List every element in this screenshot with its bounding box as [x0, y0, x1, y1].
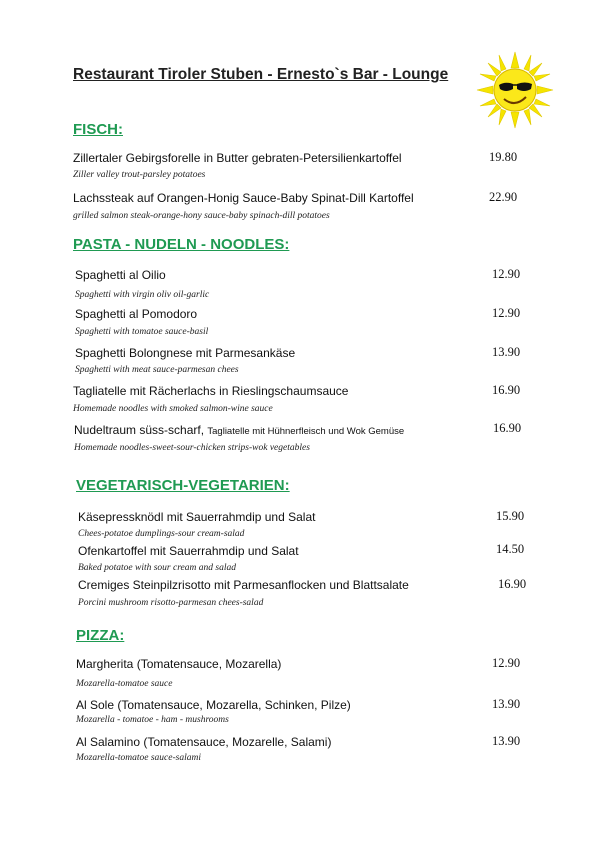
menu-item-name: Zillertaler Gebirgsforelle in Butter gebraten-Petersilienkartoffel	[73, 151, 402, 165]
menu-item-description: grilled salmon steak-orange-hony sauce-baby spinach-dill potatoes	[73, 211, 330, 221]
menu-item-name: Spaghetti Bolongnese mit Parmesankäse	[75, 346, 296, 360]
section-heading-vegetarisch: VEGETARISCH-VEGETARIEN:	[76, 477, 290, 494]
menu-item-description: Mozarella - tomatoe - ham - mushrooms	[76, 715, 229, 725]
menu-item-name: Spaghetti al Oilio	[75, 268, 166, 282]
menu-item-description: Chees-potatoe dumplings-sour cream-salad	[78, 529, 245, 539]
menu-item-description: Homemade noodles with smoked salmon-wine sauce	[73, 404, 273, 414]
menu-item-price: 15.90	[496, 509, 525, 523]
page-title: Restaurant Tiroler Stuben - Ernesto`s Bar - Lounge	[73, 66, 449, 83]
menu-item-description: Spaghetti with tomatoe sauce-basil	[75, 327, 209, 337]
menu-item-name: Lachssteak auf Orangen-Honig Sauce-Baby Spinat-Dill Kartoffel	[73, 191, 414, 205]
menu-item-price: 16.90	[493, 421, 522, 435]
section-heading-pasta: PASTA - NUDELN - NOODLES:	[73, 236, 290, 253]
menu-item-price: 12.90	[492, 267, 521, 281]
menu-item-price: 13.90	[492, 734, 521, 748]
menu-item-name: Cremiges Steinpilzrisotto mit Parmesanflocken und Blattsalate	[78, 578, 409, 592]
menu-item-name-main: Nudeltraum süss-scharf,	[74, 423, 205, 437]
menu-item-price: 22.90	[489, 190, 518, 204]
menu-item-price: 12.90	[492, 306, 521, 320]
menu-item-name: Ofenkartoffel mit Sauerrahmdip und Salat	[78, 544, 299, 558]
menu-item-name: Margherita (Tomatensauce, Mozarella)	[76, 657, 282, 671]
menu-item-price: 13.90	[492, 345, 521, 359]
menu-item-description: Spaghetti with virgin oliv oil-garlic	[75, 290, 210, 300]
menu-item-name: Spaghetti al Pomodoro	[75, 307, 198, 321]
section-heading-pizza: PIZZA:	[76, 627, 125, 644]
menu-item-description: Homemade noodles-sweet-sour-chicken strips-wok vegetables	[74, 443, 310, 453]
sun-with-sunglasses-icon	[475, 50, 555, 130]
menu-item-description: Mozarella-tomatoe sauce	[76, 679, 173, 689]
section-heading-fisch: FISCH:	[73, 121, 123, 138]
menu-item-name: Al Sole (Tomatensauce, Mozarella, Schinken, Pilze)	[76, 698, 351, 712]
menu-item-price: 13.90	[492, 697, 521, 711]
menu-item-name-detail: Tagliatelle mit Hühnerfleisch und Wok Gemüse	[207, 426, 405, 437]
menu-item-description: Porcini mushroom risotto-parmesan chees-salad	[78, 598, 264, 608]
menu-item-description: Ziller valley trout-parsley potatoes	[73, 170, 206, 180]
menu-item-price: 14.50	[496, 542, 525, 556]
menu-item-name: Tagliatelle mit Rächerlachs in Rieslingschaumsauce	[73, 384, 349, 398]
menu-item-description: Baked potatoe with sour cream and salad	[78, 563, 236, 573]
menu-item-name: Al Salamino (Tomatensauce, Mozarelle, Salami)	[76, 735, 332, 749]
menu-item-name: Käsepressknödl mit Sauerrahmdip und Salat	[78, 510, 316, 524]
menu-item-price: 16.90	[498, 577, 527, 591]
menu-item-price: 16.90	[492, 383, 521, 397]
menu-item-description: Mozarella-tomatoe sauce-salami	[76, 753, 201, 763]
menu-item-price: 19.80	[489, 150, 518, 164]
menu-item-description: Spaghetti with meat sauce-parmesan chees	[75, 365, 239, 375]
menu-item-price: 12.90	[492, 656, 521, 670]
menu-item-name	[74, 423, 404, 437]
